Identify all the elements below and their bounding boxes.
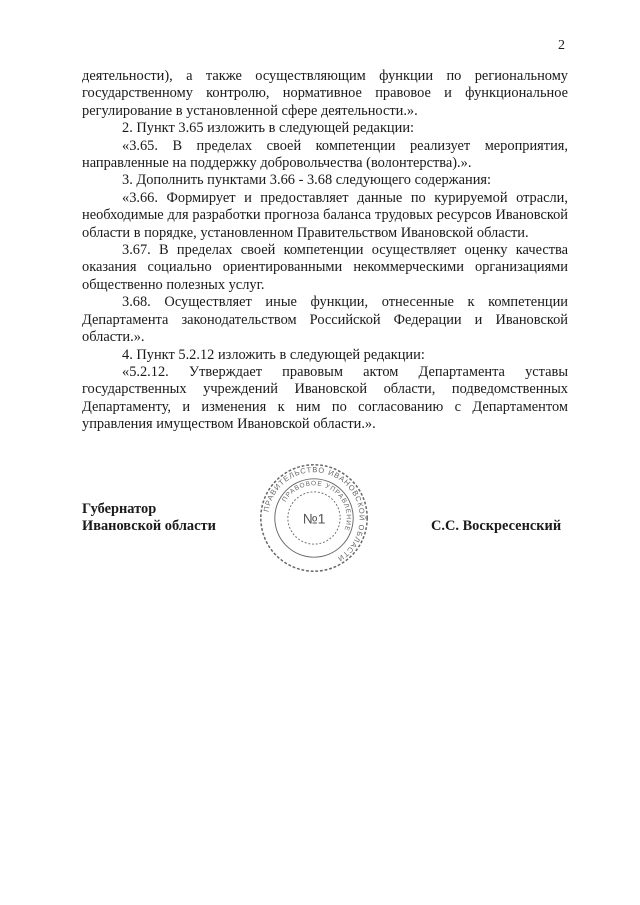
paragraph: 3.68. Осуществляет иные функции, отнесенные к компетенции Департамента законодательством Российской Федерации и Ивановской области.». — [82, 294, 568, 346]
seal-stamp — [258, 462, 370, 574]
paragraph: 3. Дополнить пунктами 3.66 - 3.68 следующего содержания: — [122, 172, 492, 189]
signatory-position — [82, 501, 216, 536]
paragraph: деятельности), а также осуществляющим функции по региональному государственному контролю, нормативное правовое и функциональное регулирование в установленной сфере деятельности.». — [82, 68, 568, 119]
paragraph: «5.2.12. Утверждает правовым актом Департамента уставы государственных учреждений Ивановской области, подведомственных Департаменту, и изменения к ним по согласованию с Департаментом управления имуществом Ивановской области.». — [82, 363, 568, 433]
page-number: 2 — [558, 38, 565, 53]
paragraph: 4. Пункт 5.2.12 изложить в следующей редакции: — [122, 346, 425, 363]
seal-outer-text: ПРАВИТЕЛЬСТВО ИВАНОВСКОЙ ОБЛАСТИ — [261, 465, 367, 564]
seal-inner-text: ПРАВОВОЕ УПРАВЛЕНИЕ — [281, 480, 352, 533]
paragraph: 3.67. В пределах своей компетенции осуществляет оценку качества оказания социально ориентированными некоммерческими организациями общественно полезных услуг. — [82, 242, 568, 293]
signatory-title: Губернатор — [82, 501, 157, 517]
paragraph: «3.66. Формирует и предоставляет данные по курируемой отрасли, необходимые для разработки прогноза баланса трудовых ресурсов Ивановской области в порядке, установленном Правительством Ивановской области. — [82, 189, 568, 241]
paragraph: 2. Пункт 3.65 изложить в следующей редакции: — [122, 120, 415, 137]
signatory-name: С.С. Воскресенский — [431, 518, 562, 534]
seal-number: №1 — [302, 510, 326, 527]
document-body — [82, 68, 568, 434]
signatory-region: Ивановской области — [82, 518, 216, 535]
paragraph: «3.65. В пределах своей компетенции реализует мероприятия, направленные на поддержку добровольчества (волонтерства).». — [82, 137, 568, 172]
